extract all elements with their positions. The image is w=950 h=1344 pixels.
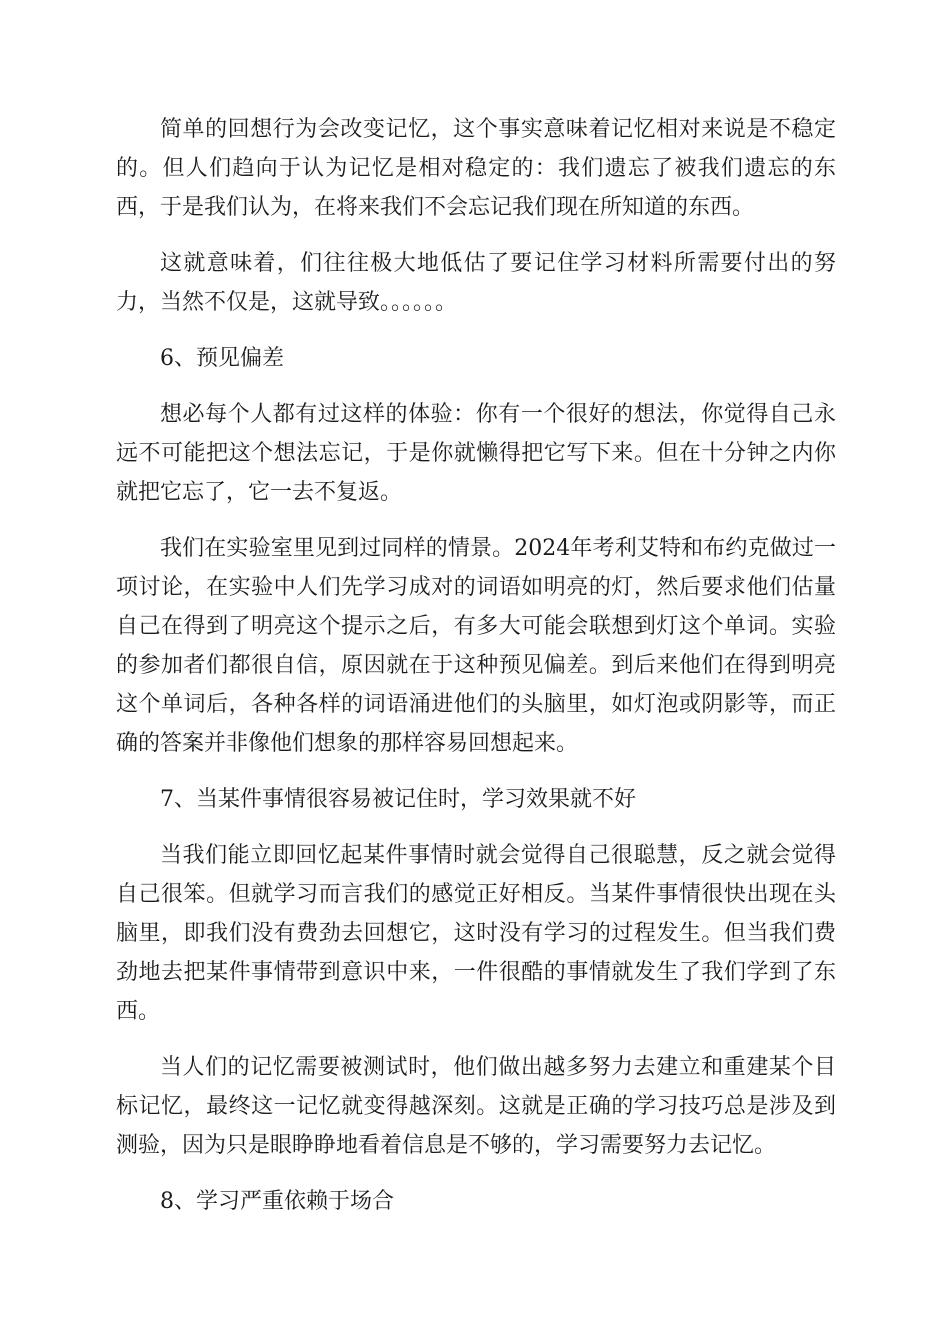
- paragraph: 简单的回想行为会改变记忆，这个事实意味着记忆相对来说是不稳定的。但人们趋向于认为记忆是相对稳定的：我们遗忘了被我们遗忘的东西，于是我们认为，在将来我们不会忘记我们现在所知道的东西。: [116, 117, 836, 220]
- paragraph: 这就意味着，们往往极大地低估了要记住学习材料所需要付出的努力，当然不仅是，这就导致。。。。。。: [116, 251, 836, 315]
- section-heading: 8、学习严重依赖于场合: [160, 1189, 394, 1214]
- section-heading: 7、当某件事情很容易被记住时，学习效果就不好: [160, 787, 636, 812]
- paragraph: 当我们能立即回忆起某件事情时就会觉得自己很聪慧，反之就会觉得自己很笨。但就学习而言我们的感觉正好相反。当某件事情很快出现在头脑里，即我们没有费劲去回想它，这时没有学习的过程发生。但当我们费劲地去把某件事情带到意识中来，一件很酷的事情就发生了我们学到了东西。: [116, 843, 836, 1024]
- document-body: [116, 110, 836, 1238]
- paragraph: 我们在实验室里见到过同样的情景。2024年考利艾特和布约克做过一项讨论，在实验中人们先学习成对的词语如明亮的灯，然后要求他们估量自己在得到了明亮这个提示之后，有多大可能会联想到灯这个单词。实验的参加者们都很自信，原因就在于这种预见偏差。到后来他们在得到明亮这个单词后，各种各样的词语涌进他们的头脑里，如灯泡或阴影等，而正确的答案并非像他们想象的那样容易回想起来。: [116, 536, 836, 756]
- paragraph: 想必每个人都有过这样的体验：你有一个很好的想法，你觉得自己永远不可能把这个想法忘记，于是你就懒得把它写下来。但在十分钟之内你就把它忘了，它一去不复返。: [116, 402, 836, 505]
- paragraph: 当人们的记忆需要被测试时，他们做出越多努力去建立和重建某个目标记忆，最终这一记忆就变得越深刻。这就是正确的学习技巧总是涉及到测验，因为只是眼睁睁地看着信息是不够的，学习需要努力去记忆。: [116, 1055, 836, 1158]
- section-heading: 6、预见偏差: [160, 346, 284, 371]
